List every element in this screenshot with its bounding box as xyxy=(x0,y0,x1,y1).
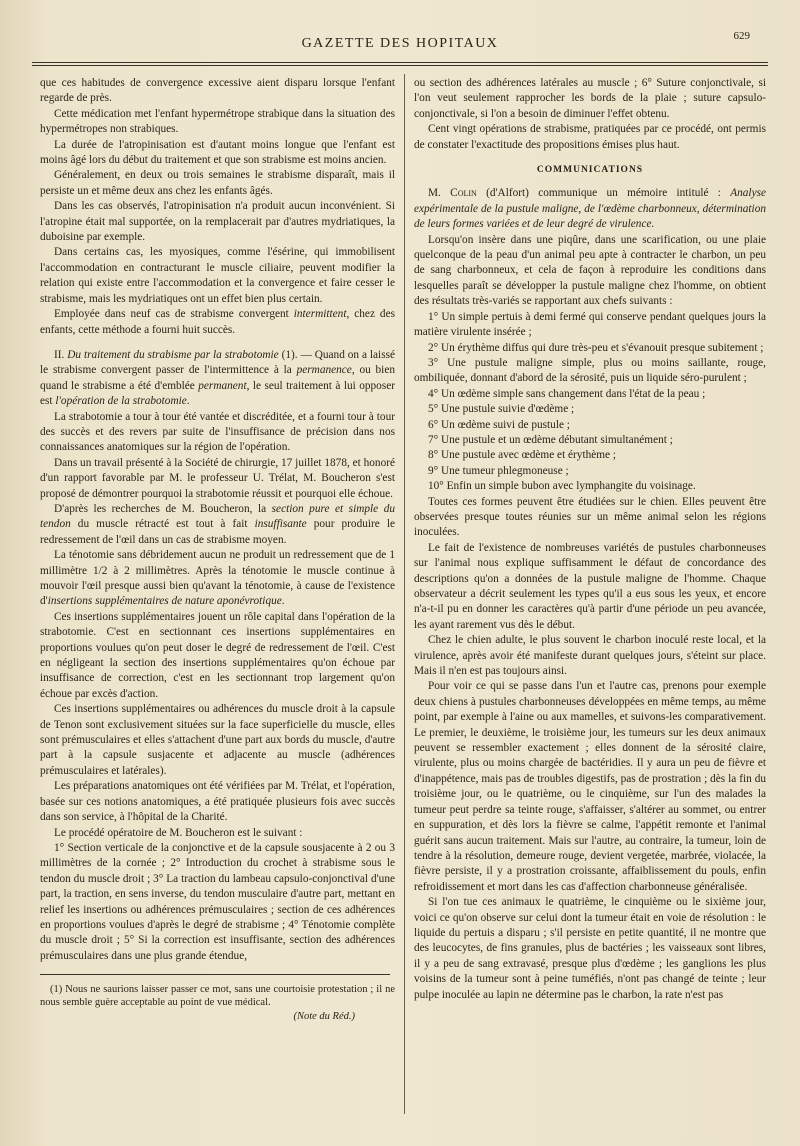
paragraph: Toutes ces formes peuvent être étudiées sur le chien. Elles peuvent être observées presque toutes réunies sur un même animal selon les régions inoculées. xyxy=(414,495,766,539)
memoir-title: Analyse expérimentale de la pustule maligne, de l'œdème charbonneux, détermination de leurs formes variées et de leur degré de virulence. xyxy=(414,187,766,231)
list-item: 4° Un œdème simple sans changement dans l'état de la peau ; xyxy=(428,387,706,400)
list-item: 6° Un œdème suivi de pustule ; xyxy=(428,418,570,431)
text: Employée dans neuf cas de strabisme convergent xyxy=(54,308,294,321)
paragraph: que ces habitudes de convergence excessive aient disparu lorsque l'enfant regarde de près. xyxy=(40,77,395,105)
header-rule-bottom xyxy=(32,65,768,66)
header-rule-top xyxy=(32,62,768,63)
text: pour produire le redressement de l'œil dans un cas de strabisme moyen. xyxy=(40,518,396,546)
footnote-rule xyxy=(40,974,390,975)
paragraph: Lorsqu'on insère dans une piqûre, dans une scarification, ou une plaie quelconque de la peau d'un animal peu apte à contracter le charbon, un peu de sang charbonneux, et cela de façon à reproduire les conditions dans lesquelles paraît se développer la pustule maligne chez l'homme, on obtient des résultats très-variés se rapportant aux chefs suivants : xyxy=(414,233,766,308)
paragraph: Généralement, en deux ou trois semaines le strabisme disparaît, mais il persiste un et même deux ans chez les enfants âgés. xyxy=(40,169,395,197)
text: , chez des enfants, cette méthode a fourni huit succès. xyxy=(40,308,395,336)
paragraph-colin xyxy=(414,186,766,232)
paragraph: Le fait de l'existence de nombreuses variétés de pustules charbonneuses sur l'animal nous explique suffisamment le défaut de concordance des descriptions qu'on a données de la pustule maligne de l'homme. Chaque observateur a décrit seulement les types qu'il a eus sous les yeux, et encore n'a-t-il pu en donner les caractères qu'à partir d'une période un peu avancée, les ayant rarement vus dès le début. xyxy=(414,541,766,631)
paragraph: Cette médication met l'enfant hypermétrope strabique dans la situation des hypermétropes non strabiques. xyxy=(40,107,395,136)
text: Quand on a laissé le strabisme convergent passer de l'intermittence à la xyxy=(40,348,396,377)
column-divider xyxy=(404,74,405,1114)
text: du muscle rétracté est tout à fait xyxy=(70,518,255,531)
text: . xyxy=(186,395,190,408)
section-title: Du traitement du strabisme par la strabotomie xyxy=(67,348,279,361)
italic-text: intermittent xyxy=(293,308,347,321)
italic-text: insuffisante xyxy=(254,518,307,531)
paragraph: La durée de l'atropinisation est d'autant moins longue que l'enfant est moins âgé lors du début du traitement et que son strabisme est moins ancien. xyxy=(40,138,395,167)
section-2-heading xyxy=(40,348,395,410)
paragraph: Dans les cas observés, l'atropinisation n'a produit aucun inconvénient. Si l'atropine était mal supportée, on la remplacerait par d'autres mydriatiques, la duboisine par exemple. xyxy=(40,200,395,244)
page-number: 629 xyxy=(733,30,750,42)
text: La ténotomie sans débridement aucun ne produit un redressement que de 1 millimètre 1/2 à 2 millimètres. Après la ténotomie le muscle continue à mouvoir l'œil presque aussi bien qu'avant la ténotomie, à cause de l'existence d' xyxy=(40,549,395,608)
right-column xyxy=(414,76,766,1003)
italic-text: insertions supplémentaires de nature aponévrotique xyxy=(47,595,282,608)
text: (d'Alfort) communique un mémoire intitulé : xyxy=(476,187,731,200)
paragraph: La strabotomie a tour à tour été vantée et discréditée, et a fourni tour à tour des succès et des revers par suite de l'insuffisance de précision dans nos connaissances anatomiques sur la région de l'opération. xyxy=(40,410,395,454)
paragraph: Chez le chien adulte, le plus souvent le charbon inoculé reste local, et la virulence, après avoir été manifeste durant quelques jours, s'éteint sur place. Mais il n'en est pas toujours ainsi. xyxy=(414,634,766,678)
section-title-communications: COMMUNICATIONS xyxy=(536,165,644,176)
list-item: 1° Un simple pertuis à demi fermé qui conserve pendant quelques jours la matière virulente insérée ; xyxy=(414,310,766,339)
text: D'après les recherches de M. Boucheron, la xyxy=(54,502,272,515)
italic-text: permanent xyxy=(198,379,247,392)
list-item: 8° Une pustule avec œdème et érythème ; xyxy=(428,449,617,462)
author-name: M. Colin xyxy=(428,187,477,200)
text: , le seul traitement à lui opposer est xyxy=(40,379,395,408)
paragraph: Dans certains cas, les myosiques, comme l'ésérine, qui immobilisent l'accommodation en contracturant le muscle ciliaire, peuvent modifier la relation qui existe entre l'accommodation et la convergence et faire cesser le strabisme, mais les mydriatiques ont un effet bien plus certain. xyxy=(40,246,395,305)
paragraph: Pour voir ce qui se passe dans l'un et l'autre cas, prenons pour exemple deux chiens à pustules charbonneuses développées en même temps, au même point, par exemple à l'aine ou aux mamelles, et suivons-les comparativement. Le premier, le deuxième, le troisième jour, les tumeurs sur les deux animaux peuvent se ressembler exactement ; elles donnent de la sérosité claire, virulente, plus ou moins chargée de bactéridies. Il y aura un peu de fièvre et d'inappétence, mais pas de troubles digestifs, pas de prostration ; dès la fin du troisième jour, ou le quatrième, ou le cinquième, sur l'un des malades la tumeur peut perdre sa teinte rouge, s'affaisser, s'altérer au sommet, ou entrer en suppuration, et dès lors la fièvre se calme, l'appétit remonte et l'animal guérit sans aucun traitement. Mais sur l'autre, au contraire, la tumeur, loin de tendre à la résolution, demeure rouge, devient vergetée, marbrée, violacée, la fièvre persiste, il y a prostration croissante, affaiblissement du pouls, enfin refroidissement et mort dans les cas d'affection charbonneuse généralisée. xyxy=(414,680,766,893)
paragraph: 1° Section verticale de la conjonctive et de la capsule sousjacente à 2 ou 3 millimètres de la cornée ; 2° Introduction du crochet à strabisme sous le tendon du muscle droit ; 3° La traction du lambeau capsulo-conjonctival d'une part, la traction, en sens inverse, du tendon musculaire d'autre part, mettant en relief les insertions ou adhérences prémusculaires ; section de ces adhérences en proportions voulues d'après le degré de strabisme ; 4° Ténotomie complète du muscle droit ; 5° Si la correction est insuffisante, section des adhérences prémusculaires dans une plus grande étendue, xyxy=(40,841,395,962)
paragraph: Ces insertions supplémentaires jouent un rôle capital dans l'opération de la strabotomie. C'est en sectionnant ces insertions supplémentaires en proportions voulues qu'on peut doser le degré de redressement de l'œil. C'est en négligeant la section des insertions supplémentaires qu'on échoue par insuffisance de correction, c'est en les sectionnant trop largement qu'on échoue par excès d'action. xyxy=(40,610,395,700)
note-ref: (1). — xyxy=(278,348,315,361)
paragraph: ou section des adhérences latérales au muscle ; 6° Suture conjonctivale, si l'on veut seulement rapprocher les bords de la plaie ; suture capsulo-conjonctivale, si l'on a besoin de diminuer l'effet obtenu. xyxy=(414,77,766,120)
paragraph: Dans un travail présenté à la Société de chirurgie, 17 juillet 1878, et honoré d'un rapport favorable par M. le professeur U. Trélat, M. Boucheron s'est proposé de démontrer pourquoi la strabotomie réussit et pourquoi elle échoue. xyxy=(40,456,395,500)
list-item: 5° Une pustule suivie d'œdème ; xyxy=(428,403,575,416)
list-item: 7° Une pustule et un œdème débutant simultanément ; xyxy=(428,433,673,446)
paragraph: Les préparations anatomiques ont été vérifiées par M. Trélat, et l'opération, basée sur ces notions anatomiques, a été pratiquée plusieurs fois avec succès dans son service, à l'hôpital de la Charité. xyxy=(40,780,395,824)
footnote-signature: (Note du Réd.) xyxy=(293,1011,355,1023)
list-item: 10° Enfin un simple bubon avec lymphangite du voisinage. xyxy=(428,480,696,493)
list-item: 2° Un érythème diffus qui dure très-peu et s'évanouit presque subitement ; xyxy=(428,341,764,354)
paragraph: Ces insertions supplémentaires ou adhérences du muscle droit à la capsule de Tenon sont exclusivement situées sur la face superficielle du muscle, elles sont prémusculaires et elles s'attachent d'une part aux bords du muscle, d'autre part à la capsule susjacente et adjacente au muscle (adhérences prémusculaires et latérales). xyxy=(40,703,395,777)
section-number: II. xyxy=(54,348,68,361)
italic-text: l'opération de la strabotomie xyxy=(55,395,187,408)
text: , ou bien quand le strabisme a été d'emblée xyxy=(40,364,395,392)
list-item: 9° Une tumeur phlegmoneuse ; xyxy=(428,464,569,477)
paragraph: Cent vingt opérations de strabisme, pratiquées par ce procédé, ont permis de constater l'exactitude des propositions émises plus haut. xyxy=(414,123,766,151)
text: . xyxy=(281,595,285,608)
paragraph-employee xyxy=(40,307,395,338)
italic-text: section pure et simple du tendon xyxy=(40,502,396,531)
footnote: (1) Nous ne saurions laisser passer ce mot, sans une courtoisie protestation ; il ne nous semble guère acceptable au point de vue médical. xyxy=(40,984,395,1009)
paragraph: Le procédé opératoire de M. Boucheron est le suivant : xyxy=(54,826,303,839)
journal-title: GAZETTE DES HOPITAUX xyxy=(301,36,499,51)
paragraph-tenotomie xyxy=(40,548,395,610)
list-item: 3° Une pustule maligne simple, plus ou moins saillante, rouge, ombiliquée, donnant d'abord de la sérosité, puis un liquide séro-purulent ; xyxy=(414,356,766,385)
forms-list xyxy=(414,310,766,495)
paragraph-recherches xyxy=(40,502,395,548)
left-column xyxy=(40,76,395,1025)
paragraph: Si l'on tue ces animaux le quatrième, le cinquième ou le sixième jour, voici ce qu'on observe sur celui dont la tumeur était en voie de résolution : le liquide du pertuis a disparu ; s'il persiste en petite quantité, il ne montre que des leucocytes, de fins granules, plus de bactéries ; les vaisseaux sont libres, il y a peu de sang extravasé, presque plus d'œdème ; les ganglions les plus voisins de la tumeur sont à peine tuméfiés, n'ont pas changé de teinte ; leur pulpe inoculée au lapin ne détermine pas le charbon, la rate n'est pas xyxy=(414,896,766,1001)
page-header xyxy=(30,30,770,56)
italic-text: permanence xyxy=(296,364,352,377)
